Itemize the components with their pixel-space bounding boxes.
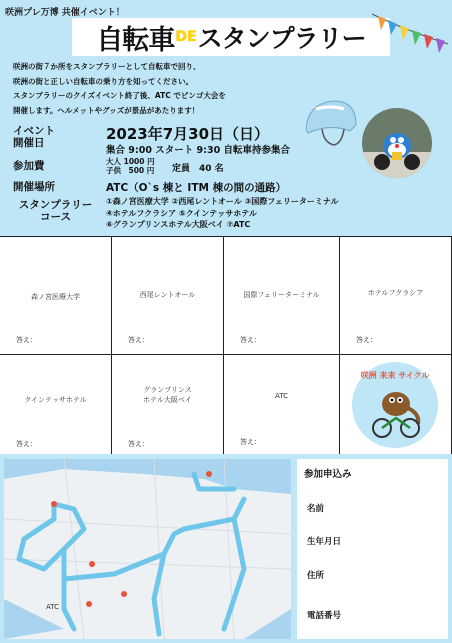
stamp-cell [224,355,340,455]
course-map [4,459,291,639]
form-field-birthdate: 生年月日 [307,537,342,547]
stamp-location: 国際フェリーターミナル [243,291,320,299]
mascot-logo [352,362,438,448]
answer-label: 答え： [128,336,149,344]
time-value: 集合 9:00 スタート 9:30 自転車持参集合 [106,145,290,156]
intro-text [13,60,283,118]
stamp-cell [0,355,112,455]
mascot-photo [362,108,432,178]
course-line: ④ホテルフクラシア ⑤クインテッサホテル [106,208,257,218]
application-form [297,459,448,639]
stamp-location: ホテルフクラシア [367,289,424,297]
stamp-cell [112,237,224,355]
course-line: ⑥グランプリンスホテル大阪ベイ ⑦ATC [106,220,251,229]
date-value: 2023年7月30日（日） [106,125,270,143]
form-title: 参加申込み [304,469,352,480]
answer-label: 答え： [16,336,37,344]
mascot-bicycle-icon [362,108,432,178]
course-line: ①森ノ宮医療大学 ②西尾レントオール ③国際フェリーターミナル [106,197,339,206]
date-label: イベント 開催日 [13,125,55,149]
title-de: DE [175,29,197,45]
fee-child: 子供 500 円 [106,166,155,175]
title-main: 自転車 [96,24,175,56]
capacity: 定員 40 名 [172,164,224,174]
stamp-location: 西尾レントオール [139,291,196,299]
stamp-location: クインテッサホテル [24,396,87,404]
venue-value: ATC（O`s 棟と ITM 棟の間の通路） [106,182,287,194]
stamp-cell [0,237,112,355]
stamp-location: 森ノ宮医療大学 [31,293,80,301]
venue-label: 開催場所 [13,181,55,193]
bunting-flags-icon [370,6,450,66]
stamp-cell [340,237,452,355]
intro-line: 咲洲の街７か所をスタンプラリーとして自転車で回り、 [13,62,201,71]
pretitle: 咲洲プレ万博 共催イベント！ [5,8,125,18]
stamp-location: グランプリンス ホテル大阪ベイ [143,386,192,404]
form-field-name: 名前 [307,504,325,514]
fee-values [106,157,155,175]
form-field-phone: 電話番号 [307,611,342,621]
stamp-location: ATC [275,392,288,400]
intro-line: スタンプラリーのクイズイベント終了後、ATC でビンゴ大会を [13,91,226,100]
route-map-icon [4,459,291,639]
answer-label: 答え： [128,440,149,448]
dinosaur-cyclist-icon [352,362,438,448]
answer-label: 答え： [240,438,261,446]
course-label: スタンプラリー コース [18,199,93,223]
fee-label: 参加費 [13,160,45,172]
title-sub: スタンプラリー [197,24,366,53]
map-label-atc: ATC [46,603,59,611]
answer-label: 答え： [16,440,37,448]
intro-line: 開催します。ヘルメットやグッズが景品があたります！ [13,105,200,115]
mascot-text: 咲洲 来来 サイクル [360,371,430,380]
answer-label: 答え： [356,336,377,344]
stamp-cell [112,355,224,455]
intro-line: 咲洲の街と正しい自転車の乗り方を知ってください。 [13,76,193,86]
fee-adult: 大人 1000 円 [106,157,155,166]
stamp-cell [224,237,340,355]
title-banner [72,18,390,56]
helmet-icon [300,95,360,151]
answer-label: 答え： [240,336,261,344]
course-list [106,196,339,231]
form-field-address: 住所 [307,571,325,581]
